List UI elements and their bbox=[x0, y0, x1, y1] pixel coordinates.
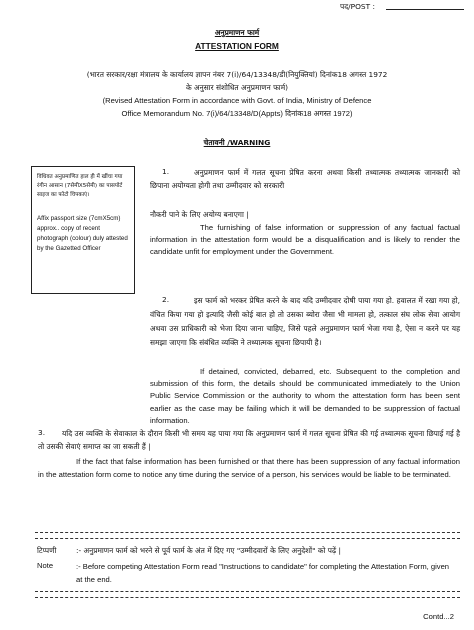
intro-english-line-2: Office Memorandum No. 7(i)/64/13348/D(Appts) दिनांक18 अगस्त 1972) bbox=[121, 109, 353, 118]
dashed-rule-top bbox=[35, 532, 460, 533]
note-hindi-text: :- अनुप्रमाणन फार्म को भरने से पूर्व फार्म के अंत में दिए गए "उम्मीदवारों के लिए अनुदेशों" को पढ़ें | bbox=[76, 546, 341, 555]
dashed-rule-bottom bbox=[35, 591, 460, 592]
dashed-rule-bottom-2 bbox=[35, 597, 460, 598]
intro-english-line-1: (Revised Attestation Form in accordance with Govt. of India, Ministry of Defence bbox=[102, 96, 372, 105]
title-hindi: अनुप्रमाणन फार्म bbox=[214, 28, 260, 37]
intro-hindi-line-1: (भारत सरकार/रक्षा मंत्रालय के कार्यालय ज्ञापन नंबर 7(i)/64/13348/डी(नियुक्तियां) दिनांक18 अगस्त 1972 bbox=[86, 70, 388, 79]
para1-hindi-cont: नौकरी पाने के लिए अयोग्य बनाएगा | bbox=[150, 210, 249, 219]
contd-label: Contd...2 bbox=[423, 612, 454, 621]
para1-english: The furnishing of false information or suppression of any factual factual information in the attestation form would be a disqualification and is likely to render the candidate unfit for employment under the Government. bbox=[150, 223, 460, 257]
para3-english: If the fact that false information has been furnished or that there has been suppression of any factual information in the attestation form come to notice any time during the service of a person, his services would be liable to be terminated. bbox=[38, 457, 460, 479]
post-blank-line bbox=[386, 9, 464, 10]
photo-box-hindi: विधिवत अनुप्रमाणित हाल ही में खींचा गया रंगीन आसान (7सेमीX5सेमी) का पासपोर्ट साइज का फोटो चिपकाएं। bbox=[37, 174, 123, 198]
dashed-rule-top-2 bbox=[35, 538, 460, 539]
note-hindi-label: टिप्पणी bbox=[37, 546, 57, 555]
title-english: ATTESTATION FORM bbox=[195, 41, 279, 51]
para2-english: If detained, convicted, debarred, etc. Subsequent to the completion and submission of this form, the details should be communicated immediately to the Union Public Service Commission or the authority to whom the attestation form has been sent earlier as the case may be failing which it will be demanded to be suppression of factual information. bbox=[150, 367, 460, 425]
para1-hindi: अनुप्रमाणन फार्म में गलत सूचना प्रेषित करना अथवा किसी तथ्यात्मक तथ्यात्मक जानकारी को छिपाना अयोग्यता होगी तथा उम्मीदवार को सरकारी bbox=[150, 168, 460, 190]
para1-number: 1. bbox=[162, 167, 170, 176]
para2-hindi: इस फार्म को भरकर प्रेषित करने के बाद यदि उम्मीदवार दोषी पाया गया हो. हवालत में रखा गया हो, वंचित किया गया हो इत्यादि जैसी कोई बात हो तो उसका ब्योरा जैसा भी मामला हो, तत्काल संघ लोक सेवा आयोग अथवा उस प्राधिकारी को भेजा दिया जाना चाहिए, जिसे पहले अनुप्रमाणन फार्म भेजा गया है, ऐसा न करने पर यह समझा जाएगा कि संबंधित व्यक्ति ने तथ्यात्मक सूचना छिपायी है। bbox=[150, 296, 460, 348]
note-english-label: Note bbox=[37, 561, 54, 570]
warning-title: चेतावनी /WARNING bbox=[203, 138, 271, 147]
photo-box-english: Affix passport size (7cmX5cm) approx.. copy of recent photograph (colour) duly attested by the Gazetted Officer bbox=[37, 215, 128, 252]
intro-hindi-line-2: के अनुसार संशोधित अनुप्रमाणन फार्म) bbox=[185, 83, 288, 92]
para3-number: 3. bbox=[38, 428, 46, 437]
note-english-text: :- Before competing Attestation Form read "Instructions to candidate" for completing the Attestation Form, given at the end. bbox=[76, 562, 450, 584]
para3-hindi: यदि उस व्यक्ति के सेवाकाल के दौरान किसी भी समय यह पाया गया कि अनुप्रमाणन फार्म में गलत सूचना प्रेषित की गई तथ्यात्मक सूचना छिपाई गई है तो उसकी सेवाएं समाप्त का जा सकती हैं | bbox=[38, 429, 460, 451]
para2-number: 2. bbox=[162, 295, 170, 304]
photo-box bbox=[31, 166, 135, 294]
post-label: पद/POST : bbox=[340, 2, 375, 11]
